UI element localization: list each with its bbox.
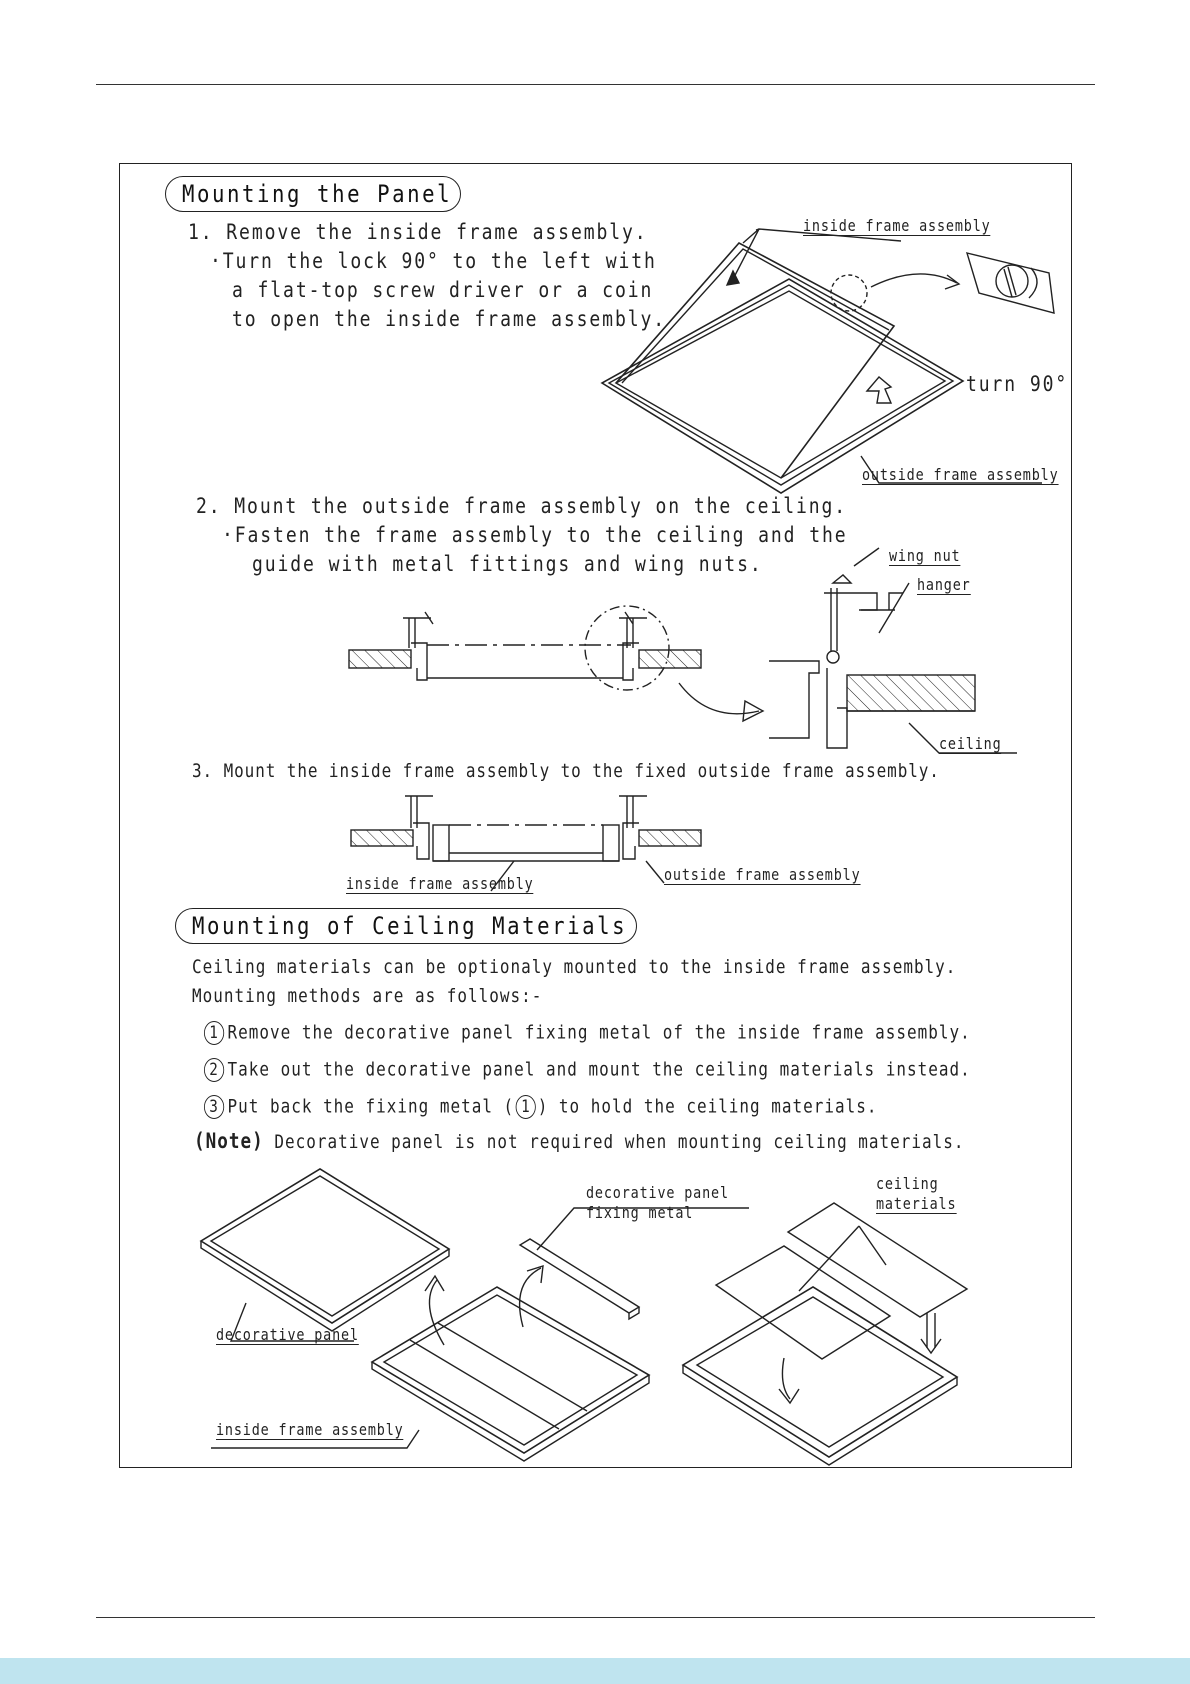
section-heading-mounting-panel: Mounting the Panel — [165, 176, 461, 212]
circled-ref-1: 1 — [516, 1095, 536, 1119]
step2-bullet-line2: guide with metal fittings and wing nuts. — [252, 552, 763, 576]
installation-diagram — [119, 163, 1072, 1468]
label-hanger: hanger — [917, 575, 971, 594]
footer-band — [0, 1658, 1190, 1684]
circled-number-3: 3 — [204, 1095, 224, 1119]
label-fixing-metal-line2: fixing metal — [586, 1203, 694, 1222]
step3-title: 3. Mount the inside frame assembly to the fixed outside frame assembly. — [192, 760, 940, 782]
method-item-1: 1 Remove the decorative panel fixing metal of the inside frame assembly. — [204, 1021, 971, 1045]
section-heading-ceiling-materials: Mounting of Ceiling Materials — [175, 908, 637, 944]
circled-number-2: 2 — [204, 1058, 224, 1082]
note-label: (Note) — [194, 1129, 264, 1153]
step1-bullet-line3: to open the inside frame assembly. — [232, 307, 667, 331]
step1-bullet-line1: ·Turn the lock 90° to the left with — [210, 249, 657, 273]
step1-title: 1. Remove the inside frame assembly. — [188, 220, 648, 244]
label-fixing-metal-line1: decorative panel — [586, 1183, 729, 1202]
step2-bullet-line1: ·Fasten the frame assembly to the ceiling and the — [222, 523, 848, 547]
step2-title: 2. Mount the outside frame assembly on the ceiling. — [196, 494, 848, 518]
header-rule — [96, 84, 1095, 85]
label-inside-frame-step3: inside frame assembly — [346, 874, 534, 893]
label-decorative-panel: decorative panel — [216, 1325, 359, 1344]
intro-line1: Ceiling materials can be optionaly mounted to the inside frame assembly. — [192, 956, 957, 978]
intro-line2: Mounting methods are as follows:- — [192, 985, 543, 1007]
label-wing-nut: wing nut — [889, 546, 961, 565]
label-outside-frame-step1: outside frame assembly — [862, 465, 1059, 484]
note-line — [194, 1131, 964, 1152]
label-outside-frame-step3: outside frame assembly — [664, 865, 861, 884]
method-item-2: 2 Take out the decorative panel and mount the ceiling materials instead. — [204, 1058, 971, 1082]
label-inside-frame-bottom: inside frame assembly — [216, 1420, 404, 1439]
label-turn-90: turn 90° — [966, 372, 1069, 396]
step1-bullet-line2: a flat-top screw driver or a coin — [232, 278, 654, 302]
method-item-3: 3 Put back the fixing metal ( 1 ) to hold the ceiling materials. — [204, 1095, 877, 1119]
label-ceiling: ceiling — [939, 734, 1002, 753]
step1-illustration — [602, 229, 1054, 493]
footer-rule — [96, 1617, 1095, 1618]
label-ceiling-materials-line2: materials — [876, 1194, 957, 1213]
circled-number-1: 1 — [204, 1021, 224, 1045]
label-inside-frame-step1: inside frame assembly — [803, 216, 991, 235]
note-text: Decorative panel is not required when mounting ceiling materials. — [274, 1131, 965, 1153]
label-ceiling-materials-line1: ceiling — [876, 1174, 939, 1193]
